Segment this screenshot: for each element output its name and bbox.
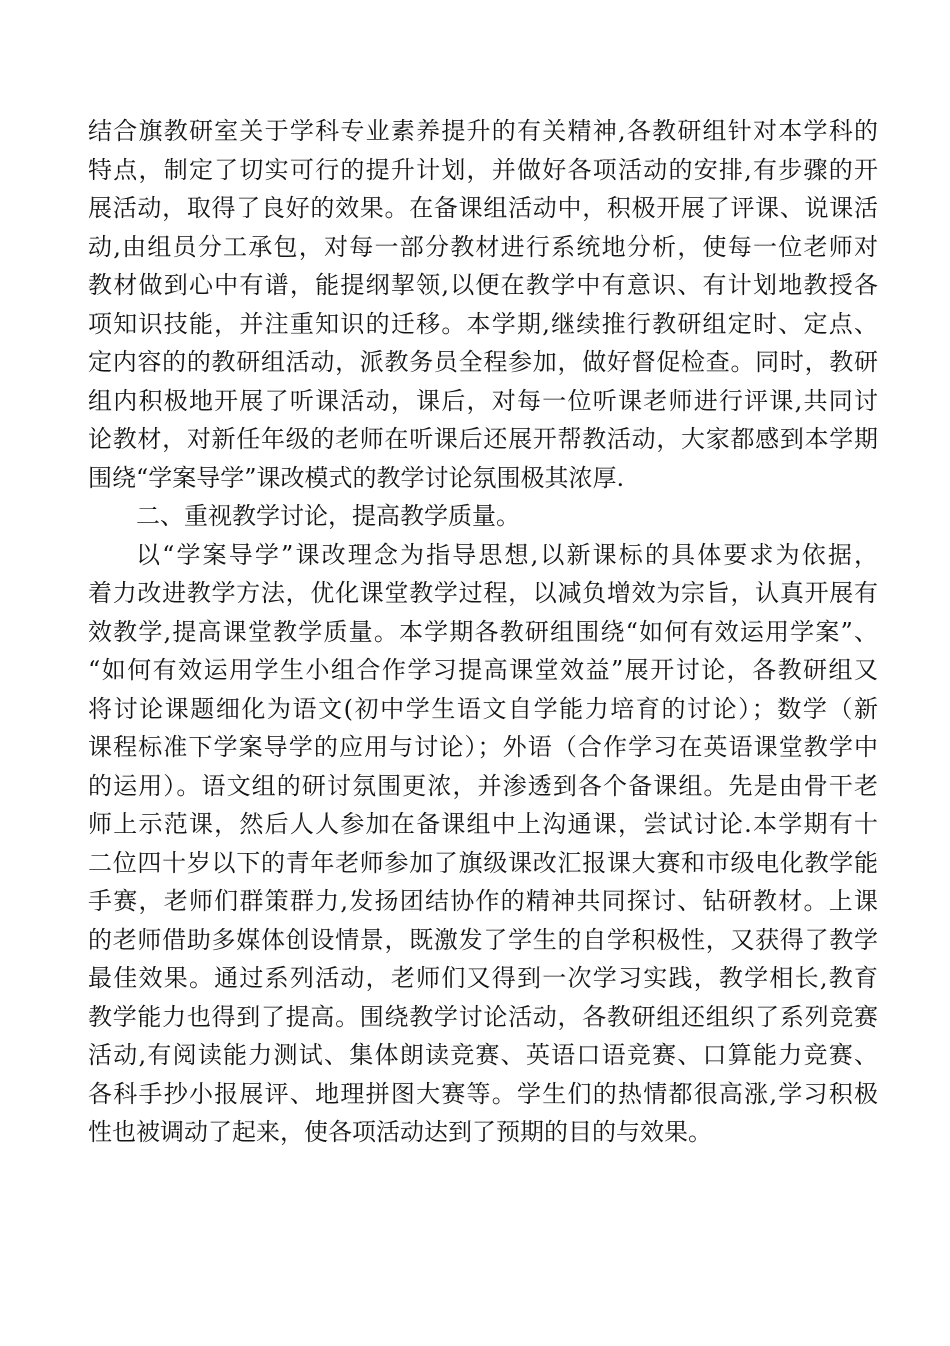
- text-line: 展活动，取得了良好的效果。在备课组活动中，积极开展了评课、说课活: [88, 194, 878, 222]
- text-line: 师上示范课，然后人人参加在备课组中上沟通课，尝试讨论.本学期有十: [88, 810, 878, 838]
- text-line: 定内容的的教研组活动，派教务员全程参加，做好督促检查。同时，教研: [88, 348, 878, 376]
- text-line: 以“学案导学”课改理念为指导思想,以新课标的具体要求为依据，: [136, 540, 878, 569]
- text-line: 各科手抄小报展评、地理拼图大赛等。学生们的热情都很高涨,学习积极: [88, 1079, 878, 1108]
- text-line: 特点，制定了切实可行的提升计划，并做好各项活动的安排,有步骤的开: [88, 155, 878, 184]
- section-heading: [88, 497, 878, 536]
- text-line: 活动,有阅读能力测试、集体朗读竞赛、英语口语竞赛、口算能力竞赛、: [88, 1041, 878, 1069]
- text-line: 二位四十岁以下的青年老师参加了旗级课改汇报课大赛和市级电化教学能: [88, 848, 878, 877]
- text-line: 手赛，老师们群策群力,发扬团结协作的精神共同探讨、钻研教材。上课: [88, 887, 878, 915]
- text-line: 性也被调动了起来，使各项活动达到了预期的目的与效果。: [88, 1118, 712, 1146]
- text-line: 教学能力也得到了提高。围绕教学讨论活动，各教研组还组织了系列竞赛: [88, 1002, 878, 1031]
- text-line: 论教材，对新任年级的老师在听课后还展开帮教活动，大家都感到本学期: [88, 425, 878, 453]
- text-line: 的老师借助多媒体创设情景，既激发了学生的自学积极性，又获得了教学: [88, 925, 878, 954]
- text-line: 围绕“学案导学”课改模式的教学讨论氛围极其浓厚.: [88, 463, 625, 492]
- paragraph-1: [88, 112, 878, 497]
- text-line: 结合旗教研室关于学科专业素养提升的有关精神,各教研组针对本学科的: [88, 117, 878, 145]
- text-line: “如何有效运用学生小组合作学习提高课堂效益”展开讨论，各教研组又: [88, 656, 878, 684]
- text-line: 教材做到心中有谱，能提纲挈领,以便在教学中有意识、有计划地教授各: [88, 271, 878, 299]
- text-line: 着力改进教学方法，优化课堂教学过程，以减负增效为宗旨，认真开展有: [88, 579, 878, 607]
- text-line: 项知识技能，并注重知识的迁移。本学期,继续推行教研组定时、定点、: [88, 309, 878, 338]
- document-body: [88, 112, 878, 1152]
- section-heading-text: 二、重视教学讨论，提高教学质量。: [136, 502, 520, 530]
- text-line: 课程标准下学案导学的应用与讨论）；外语（合作学习在英语课堂教学中: [88, 733, 878, 761]
- text-line: 组内积极地开展了听课活动，课后，对每一位听课老师进行评课,共同讨: [88, 386, 878, 415]
- text-line: 将讨论课题细化为语文(初中学生语文自学能力培育的讨论）；数学（新: [88, 694, 878, 723]
- paragraph-2: [88, 536, 878, 1152]
- text-line: 动,由组员分工承包，对每一部分教材进行系统地分析，使每一位老师对: [88, 232, 878, 261]
- text-line: 的运用）。语文组的研讨氛围更浓，并渗透到各个备课组。先是由骨干老: [88, 771, 878, 800]
- text-line: 效教学,提高课堂教学质量。本学期各教研组围绕“如何有效运用学案”、: [88, 617, 878, 646]
- text-line: 最佳效果。通过系列活动，老师们又得到一次学习实践，教学相长,教育: [88, 964, 878, 992]
